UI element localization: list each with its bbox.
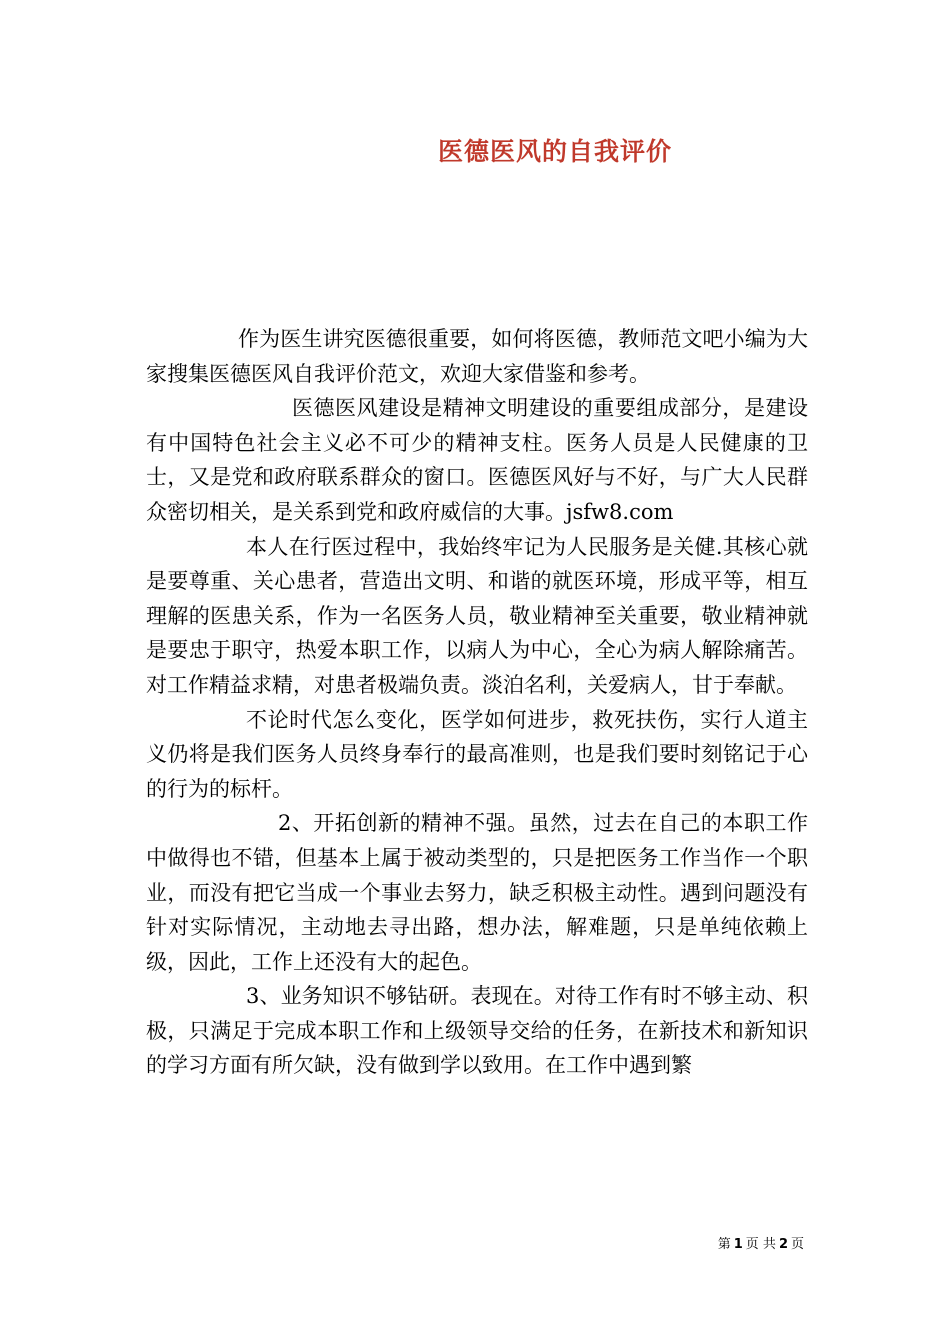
footer-prefix: 第 xyxy=(717,1237,731,1252)
footer-middle: 页 共 xyxy=(745,1237,776,1252)
paragraph-practice: 本人在行医过程中，我始终牢记为人民服务是关健.其核心就是要尊重、关心患者，营造出文明、和谐的就医环境，形成平等，相互理解的医患关系，作为一名医务人员，敬业精神至关重要，敬业精神就是要忠于职守，热爱本职工作，以病人为中心，全心为病人解除痛苦。对工作精益求精，对患者极端负责。淡泊名利，关爱病人，甘于奉献。 xyxy=(146,534,808,697)
paragraph-importance: 医德医风建设是精神文明建设的重要组成部分，是建设有中国特色社会主义必不可少的精神支柱。医务人员是人民健康的卫士，又是党和政府联系群众的窗口。医德医风好与不好，与广大人民群众密切相关，是关系到党和政府威信的大事。jsfw8.com xyxy=(146,396,808,524)
paragraph-point-3: 3、业务知识不够钻研。表现在。对待工作有时不够主动、积极，只满足于完成本职工作和上级领导交给的任务，在新技术和新知识的学习方面有所欠缺，没有做到学以致用。在工作中遇到繁 xyxy=(146,984,808,1078)
document-title: 医德医风的自我评价 xyxy=(437,137,672,166)
footer-total-pages: 2 xyxy=(778,1237,788,1252)
footer-current-page: 1 xyxy=(733,1237,743,1252)
footer-suffix: 页 xyxy=(790,1237,804,1252)
paragraph-principle: 不论时代怎么变化，医学如何进步，救死扶伤，实行人道主义仍将是我们医务人员终身奉行的最高准则，也是我们要时刻铭记于心的行为的标杆。 xyxy=(146,707,808,801)
paragraph-point-2: 2、开拓创新的精神不强。虽然，过去在自己的本职工作中做得也不错，但基本上属于被动类型的，只是把医务工作当作一个职业，而没有把它当成一个事业去努力，缺乏积极主动性。遇到问题没有针对实际情况，主动地去寻出路，想办法，解难题，只是单纯依赖上级，因此，工作上还没有大的起色。 xyxy=(146,811,808,974)
page-footer xyxy=(718,1233,804,1252)
document-body xyxy=(146,322,808,1083)
paragraph-intro: 作为医生讲究医德很重要，如何将医德，教师范文吧小编为大家搜集医德医风自我评价范文，欢迎大家借鉴和参考。 xyxy=(146,327,808,386)
